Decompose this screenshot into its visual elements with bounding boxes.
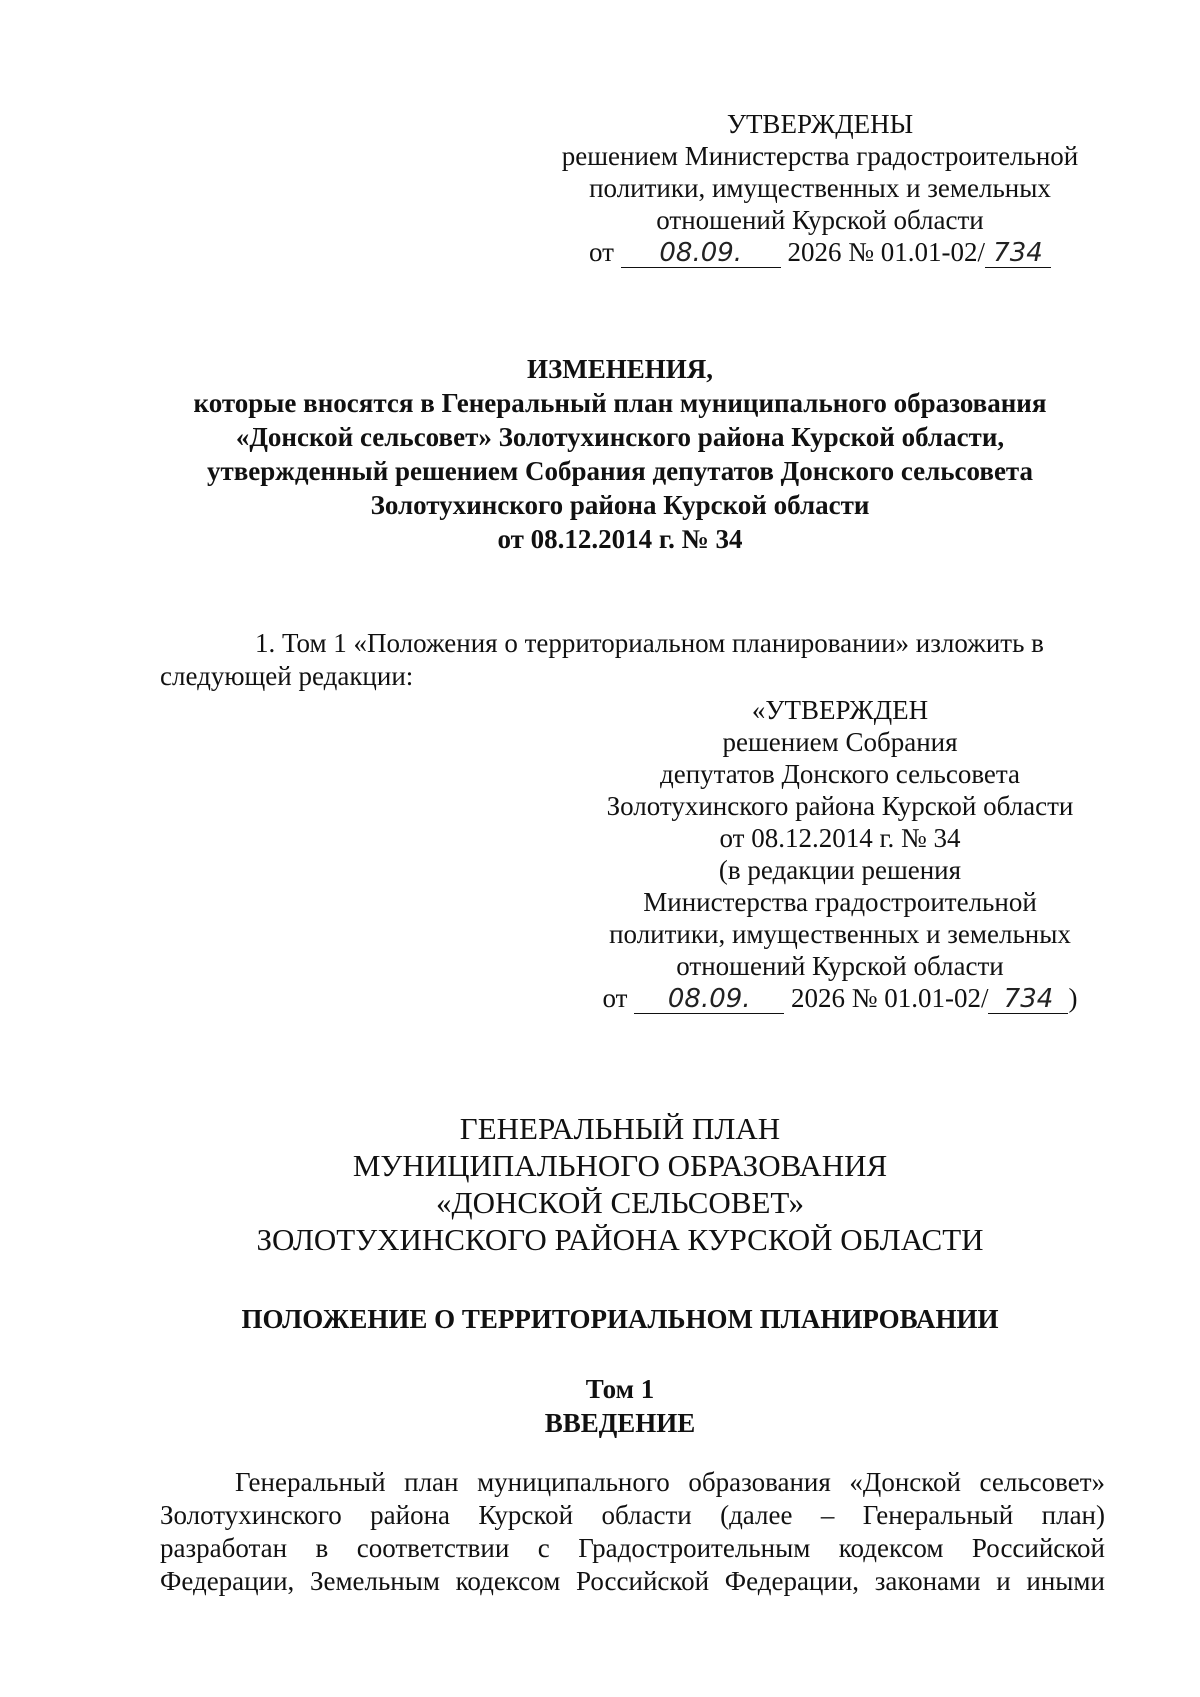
approval-line: отношений Курской области [656, 205, 984, 235]
document-title [100, 352, 1140, 556]
intro-word: Генеральный [862, 1500, 1014, 1530]
intro-word: кодексом [838, 1533, 944, 1563]
intro-word: в [315, 1533, 329, 1563]
date-prefix: от [589, 237, 614, 267]
approval-heading: «УТВЕРЖДЕН [751, 695, 929, 725]
volume-label: Том 1 [585, 1374, 655, 1404]
intro-word: разработан [160, 1533, 288, 1563]
title-line: утвержденный решением Собрания депутатов Донского сельсовета [206, 456, 1034, 486]
intro-line [160, 1499, 1105, 1532]
item-1-paragraph [160, 627, 1105, 693]
title-line: Золотухинского района Курской области [370, 490, 870, 520]
handwritten-number: 734 [985, 239, 1051, 268]
approval-line: политики, имущественных и земельных [589, 173, 1051, 203]
title-line: от 08.12.2014 г. № 34 [497, 524, 743, 554]
plan-title-line: МУНИЦИПАЛЬНОГО ОБРАЗОВАНИЯ [352, 1148, 888, 1183]
approval-heading: УТВЕРЖДЕНЫ [726, 109, 914, 139]
intro-line [160, 1466, 1105, 1499]
intro-word: района [370, 1500, 451, 1530]
intro-word: Градостроительным [578, 1533, 811, 1563]
intro-word: Генеральный [235, 1467, 386, 1497]
intro-heading: ВВЕДЕНИЕ [544, 1408, 696, 1438]
approval-line: депутатов Донского сельсовета [659, 759, 1021, 789]
intro-word: области [601, 1500, 692, 1530]
intro-word: с [537, 1533, 550, 1563]
intro-word: план [404, 1467, 459, 1497]
intro-word: Российской [576, 1566, 710, 1596]
approval-date-line [560, 982, 1120, 1014]
intro-word: образования [688, 1467, 831, 1497]
item-1-line: следующей редакции: [160, 661, 414, 691]
title-line: «Донской сельсовет» Золотухинского района Курской области, [235, 422, 1005, 452]
approval-line: Золотухинского района Курской области [606, 791, 1074, 821]
intro-word: (далее [720, 1500, 793, 1530]
approval-stamp-assembly [560, 694, 1120, 1014]
handwritten-date: 08.09. [621, 239, 781, 268]
general-plan-title [100, 1110, 1140, 1258]
year-and-number: 2026 № 01.01-02/ [787, 237, 985, 267]
approval-date-line [520, 236, 1120, 268]
date-prefix: от [602, 983, 628, 1013]
intro-word: Федерации, [160, 1566, 295, 1596]
intro-line [160, 1565, 1105, 1598]
approval-line: отношений Курской области [676, 951, 1004, 981]
year-and-number: 2026 № 01.01-02/ [790, 983, 989, 1013]
plan-title-line: ЗОЛОТУХИНСКОГО РАЙОНА КУРСКОЙ ОБЛАСТИ [256, 1222, 984, 1257]
intro-word: соответствии [356, 1533, 510, 1563]
intro-line [160, 1532, 1105, 1565]
intro-word: Золотухинского [160, 1500, 342, 1530]
section-title: ПОЛОЖЕНИЕ О ТЕРРИТОРИАЛЬНОМ ПЛАНИРОВАНИИ [241, 1304, 999, 1334]
item-1-line: 1. Том 1 «Положения о территориальном планировании» изложить в [255, 628, 1044, 658]
closing-paren: ) [1068, 983, 1078, 1013]
intro-word: Курской [478, 1500, 574, 1530]
intro-word: – [820, 1500, 835, 1530]
intro-word: «Донской [849, 1467, 961, 1497]
intro-word: сельсовет» [979, 1467, 1105, 1497]
plan-title-line: ГЕНЕРАЛЬНЫЙ ПЛАН [459, 1111, 781, 1146]
plan-title-line: «ДОНСКОЙ СЕЛЬСОВЕТ» [435, 1185, 805, 1220]
approval-line: решением Министерства градостроительной [561, 141, 1079, 171]
approval-stamp-ministry [520, 108, 1120, 268]
title-line: ИЗМЕНЕНИЯ, [526, 354, 713, 384]
intro-word: иными [1026, 1566, 1105, 1596]
approval-line: Министерства градостроительной [643, 887, 1037, 917]
approval-line: решением Собрания [722, 727, 958, 757]
intro-word: Федерации, [724, 1566, 860, 1596]
intro-word: Российской [971, 1533, 1105, 1563]
approval-line: (в редакции решения [718, 855, 962, 885]
intro-word: муниципального [477, 1467, 670, 1497]
intro-word: Земельным [309, 1566, 440, 1596]
intro-paragraph [160, 1466, 1105, 1598]
handwritten-number: 734 [988, 985, 1068, 1014]
approval-line: от 08.12.2014 г. № 34 [719, 823, 961, 853]
approval-line: политики, имущественных и земельных [609, 919, 1071, 949]
title-line: которые вносятся в Генеральный план муниципального образования [193, 388, 1047, 418]
intro-word: законами [874, 1566, 981, 1596]
handwritten-date: 08.09. [634, 985, 784, 1014]
intro-word: план) [1041, 1500, 1105, 1530]
intro-word: кодексом [455, 1566, 561, 1596]
intro-word: и [996, 1566, 1011, 1596]
